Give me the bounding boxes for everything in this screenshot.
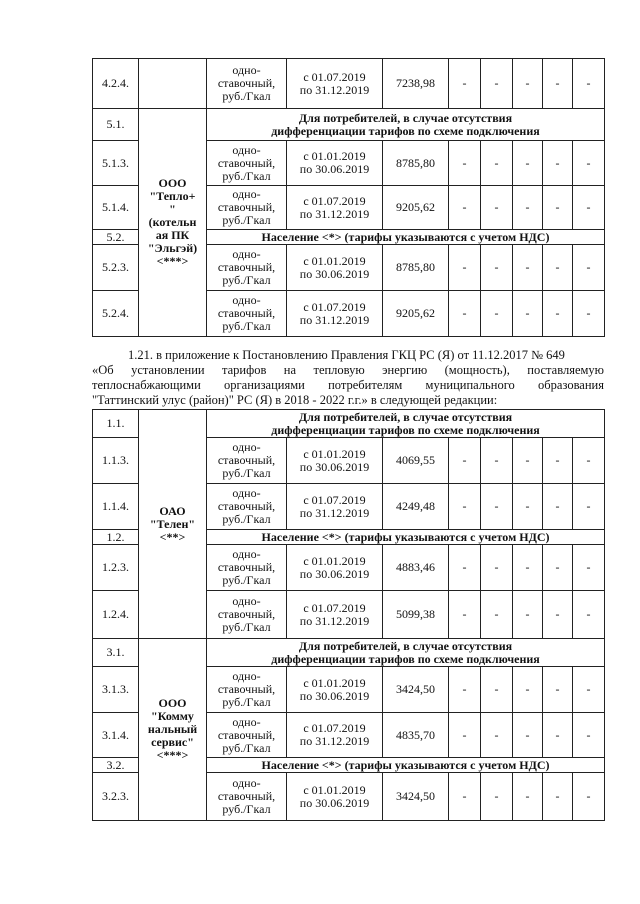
- dash-cell: -: [449, 245, 481, 291]
- dash-cell: -: [481, 141, 513, 186]
- org-cell-empty: [139, 59, 207, 109]
- row-number: 5.1.4.: [93, 186, 139, 230]
- dash-cell: -: [543, 186, 573, 230]
- dash-cell: -: [543, 484, 573, 530]
- period-cell: с 01.01.2019 по 30.06.2019: [287, 141, 383, 186]
- section-number: 3.2.: [93, 758, 139, 773]
- tariff-table-2: [92, 409, 605, 821]
- unit-cell: одно- ставочный, руб./Гкал: [207, 438, 287, 484]
- dash-cell: -: [573, 438, 605, 484]
- tariff-value: 7238,98: [383, 59, 449, 109]
- unit-cell: одно- ставочный, руб./Гкал: [207, 591, 287, 639]
- dash-cell: -: [513, 484, 543, 530]
- consumer-group-header: Для потребителей, в случае отсутствия дифференциации тарифов по схеме подключения: [207, 639, 605, 667]
- section-header-row: [93, 109, 605, 141]
- dash-cell: -: [449, 59, 481, 109]
- dash-cell: -: [481, 245, 513, 291]
- dash-cell: -: [481, 186, 513, 230]
- period-cell: с 01.07.2019 по 31.12.2019: [287, 186, 383, 230]
- dash-cell: -: [513, 713, 543, 758]
- tariff-value: 8785,80: [383, 141, 449, 186]
- dash-cell: -: [481, 484, 513, 530]
- dash-cell: -: [543, 245, 573, 291]
- dash-cell: -: [573, 291, 605, 337]
- dash-cell: -: [573, 186, 605, 230]
- paragraph-line: теплоснабжающими организациями потребителям муниципального образования: [92, 378, 604, 392]
- dash-cell: -: [449, 667, 481, 713]
- period-cell: с 01.07.2019 по 31.12.2019: [287, 591, 383, 639]
- dash-cell: -: [449, 591, 481, 639]
- row-number: 4.2.4.: [93, 59, 139, 109]
- tariff-value: 8785,80: [383, 245, 449, 291]
- tariff-table-1: [92, 58, 605, 337]
- paragraph-line: "Таттинский улус (район)" РС (Я) в 2018 - 2022 г.г.» в следующей редакции:: [92, 393, 498, 407]
- dash-cell: -: [543, 591, 573, 639]
- dash-cell: -: [449, 186, 481, 230]
- tariff-value: 4883,46: [383, 545, 449, 591]
- dash-cell: -: [481, 773, 513, 821]
- unit-cell: одно- ставочный, руб./Гкал: [207, 141, 287, 186]
- period-cell: с 01.01.2019 по 30.06.2019: [287, 545, 383, 591]
- dash-cell: -: [513, 591, 543, 639]
- unit-cell: одно- ставочный, руб./Гкал: [207, 713, 287, 758]
- dash-cell: -: [449, 141, 481, 186]
- unit-cell: одно- ставочный, руб./Гкал: [207, 545, 287, 591]
- dash-cell: -: [573, 545, 605, 591]
- dash-cell: -: [573, 484, 605, 530]
- dash-cell: -: [481, 291, 513, 337]
- period-cell: с 01.07.2019 по 31.12.2019: [287, 713, 383, 758]
- dash-cell: -: [481, 59, 513, 109]
- dash-cell: -: [573, 773, 605, 821]
- dash-cell: -: [513, 545, 543, 591]
- period-cell: с 01.01.2019 по 30.06.2019: [287, 438, 383, 484]
- consumer-group-header: Для потребителей, в случае отсутствия дифференциации тарифов по схеме подключения: [207, 109, 605, 141]
- tariff-value: 3424,50: [383, 773, 449, 821]
- row-number: 3.1.3.: [93, 667, 139, 713]
- dash-cell: -: [449, 291, 481, 337]
- organization-name: ООО "Комму нальный сервис" <***>: [139, 639, 207, 821]
- dash-cell: -: [573, 713, 605, 758]
- row-number: 3.1.4.: [93, 713, 139, 758]
- section-number: 1.1.: [93, 410, 139, 438]
- row-number: 1.1.3.: [93, 438, 139, 484]
- tariff-value: 5099,38: [383, 591, 449, 639]
- period-cell: с 01.01.2019 по 30.06.2019: [287, 773, 383, 821]
- section-header-row: [93, 639, 605, 667]
- unit-cell: одно- ставочный, руб./Гкал: [207, 291, 287, 337]
- tariff-value: 9205,62: [383, 186, 449, 230]
- dash-cell: -: [513, 245, 543, 291]
- row-number: 5.2.3.: [93, 245, 139, 291]
- table-row: [93, 59, 605, 109]
- amendment-paragraph: [92, 348, 604, 408]
- dash-cell: -: [449, 773, 481, 821]
- period-cell: с 01.07.2019 по 31.12.2019: [287, 291, 383, 337]
- dash-cell: -: [543, 773, 573, 821]
- dash-cell: -: [573, 59, 605, 109]
- dash-cell: -: [481, 438, 513, 484]
- dash-cell: -: [543, 59, 573, 109]
- row-number: 3.2.3.: [93, 773, 139, 821]
- row-number: 1.2.4.: [93, 591, 139, 639]
- section-number: 3.1.: [93, 639, 139, 667]
- dash-cell: -: [573, 667, 605, 713]
- unit-cell: одно- ставочный, руб./Гкал: [207, 484, 287, 530]
- tariff-value: 4069,55: [383, 438, 449, 484]
- section-number: 5.1.: [93, 109, 139, 141]
- unit-cell: одно- ставочный, руб./Гкал: [207, 59, 287, 109]
- population-header: Население <*> (тарифы указываются с учетом НДС): [207, 530, 605, 545]
- dash-cell: -: [449, 713, 481, 758]
- row-number: 1.2.3.: [93, 545, 139, 591]
- dash-cell: -: [543, 438, 573, 484]
- dash-cell: -: [513, 186, 543, 230]
- unit-cell: одно- ставочный, руб./Гкал: [207, 667, 287, 713]
- dash-cell: -: [449, 545, 481, 591]
- row-number: 1.1.4.: [93, 484, 139, 530]
- dash-cell: -: [513, 667, 543, 713]
- period-cell: с 01.07.2019 по 31.12.2019: [287, 484, 383, 530]
- period-cell: с 01.01.2019 по 30.06.2019: [287, 667, 383, 713]
- dash-cell: -: [513, 438, 543, 484]
- period-cell: с 01.07.2019 по 31.12.2019: [287, 59, 383, 109]
- dash-cell: -: [481, 713, 513, 758]
- dash-cell: -: [513, 141, 543, 186]
- row-number: 5.2.4.: [93, 291, 139, 337]
- dash-cell: -: [513, 291, 543, 337]
- tariff-value: 9205,62: [383, 291, 449, 337]
- dash-cell: -: [449, 438, 481, 484]
- population-header: Население <*> (тарифы указываются с учетом НДС): [207, 758, 605, 773]
- dash-cell: -: [543, 545, 573, 591]
- unit-cell: одно- ставочный, руб./Гкал: [207, 773, 287, 821]
- tariff-value: 3424,50: [383, 667, 449, 713]
- tariff-value: 4835,70: [383, 713, 449, 758]
- population-header: Население <*> (тарифы указываются с учетом НДС): [207, 230, 605, 245]
- dash-cell: -: [543, 291, 573, 337]
- organization-name: ОАО "Телен" <**>: [139, 410, 207, 639]
- dash-cell: -: [543, 141, 573, 186]
- dash-cell: -: [543, 667, 573, 713]
- dash-cell: -: [449, 484, 481, 530]
- unit-cell: одно- ставочный, руб./Гкал: [207, 245, 287, 291]
- paragraph-line: «Об установлении тарифов на тепловую энергию (мощность), поставляемую: [92, 363, 604, 377]
- dash-cell: -: [481, 667, 513, 713]
- section-number: 5.2.: [93, 230, 139, 245]
- organization-name: ООО "Тепло+ " (котельн ая ПК "Эльгэй) <***>: [139, 109, 207, 337]
- dash-cell: -: [481, 545, 513, 591]
- dash-cell: -: [481, 591, 513, 639]
- dash-cell: -: [573, 141, 605, 186]
- section-header-row: [93, 410, 605, 438]
- dash-cell: -: [573, 591, 605, 639]
- period-cell: с 01.01.2019 по 30.06.2019: [287, 245, 383, 291]
- dash-cell: -: [543, 713, 573, 758]
- consumer-group-header: Для потребителей, в случае отсутствия дифференциации тарифов по схеме подключения: [207, 410, 605, 438]
- dash-cell: -: [513, 773, 543, 821]
- row-number: 5.1.3.: [93, 141, 139, 186]
- dash-cell: -: [573, 245, 605, 291]
- section-number: 1.2.: [93, 530, 139, 545]
- dash-cell: -: [513, 59, 543, 109]
- unit-cell: одно- ставочный, руб./Гкал: [207, 186, 287, 230]
- tariff-value: 4249,48: [383, 484, 449, 530]
- paragraph-line: 1.21. в приложение к Постановлению Правления ГКЦ РС (Я) от 11.12.2017 № 649: [128, 348, 565, 362]
